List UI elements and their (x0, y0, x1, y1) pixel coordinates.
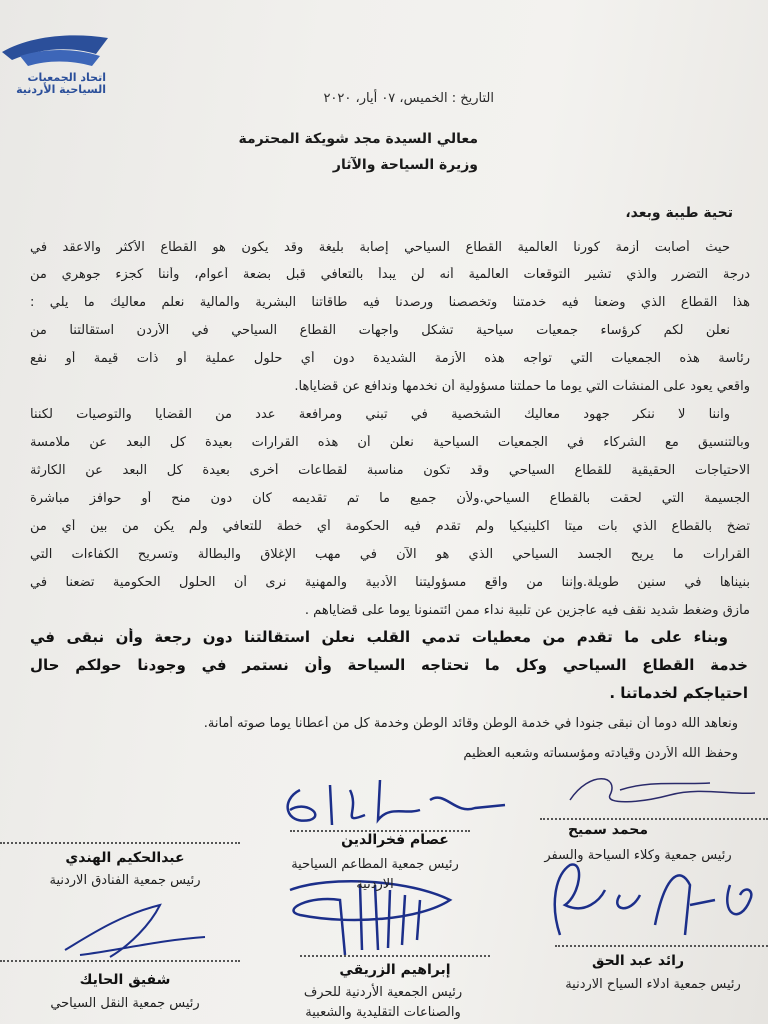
body-line: نعلن لكم كرؤساء جمعيات سياحية تشكل واجهات القطاع السياحي في الأردن استقالتنا من (30, 323, 730, 338)
body-line: حيث أصابت أزمة كورنا العالمية القطاع السياحي إصابة بليغة وقد يكون هو القطاع الأكثر والاعقد في (30, 240, 730, 255)
signature-line (0, 842, 240, 844)
body-line: وبالتنسيق مع الشركاء في الجمعيات السياحية نعلن أن هذه القرارات بعيدة كل البعد عن ملامسة (30, 435, 750, 450)
bold-line: خدمة القطاع السياحي وكل ما تحتاجه السياحة وأن نستمر في وجودنا حولكم حال (30, 656, 748, 674)
signature-raed (540, 855, 768, 945)
signatory-title: والصناعات التقليدية والشعبية (305, 1005, 461, 1020)
body-line: القرارات ما يريح الجسد السياحي الذي هو الآن في مهب الإغلاق والبطالة وتسريح الكفاءات التي (30, 547, 750, 562)
body-line: هذا القطاع الذي وضعنا فيه خدمتنا وتخصصنا ورصدنا فيه طاقاتنا البشرية والمالية نعلم معاليك ما يلي : (30, 295, 750, 310)
signatory-title: رئيس جمعية ادلاء السياح الاردنية (565, 977, 741, 992)
signature-line (540, 818, 768, 820)
signatory-title: رئيس جمعية النقل السياحي (50, 996, 200, 1011)
signature-line (300, 955, 490, 957)
recipient-title: وزيرة السياحة والآثار (332, 157, 478, 173)
body-line: واقعي يعود على المنشآت التي يوما ما حملتنا مسؤولية أن نخدمها وندافع عن قضاياها. (294, 379, 750, 394)
body-line: الجسيمة التي لحقت بالقطاع السياحي.ولأن جميع ما تم تقديمه كان دون منح أو حوافز مباشرة (30, 491, 750, 506)
greeting: تحية طيبة وبعد، (625, 205, 733, 221)
signatory-title: رئيس جمعية المطاعم السياحية (291, 857, 459, 872)
letter-date: التاريخ : الخميس، ٠٧ أيار، ٢٠٢٠ (323, 91, 494, 106)
signatory-name: شفيق الحايك (79, 972, 171, 988)
logo-text-line1: اتحاد الجمعيات (27, 71, 106, 84)
bold-line: وبناء على ما تقدم من معطيات تدمي القلب نعلن استقالتنا دون رجعة وأن نبقى في (30, 628, 728, 646)
logo-text-line2: السياحية الأردنية (16, 83, 106, 96)
bold-line: احتياجكم لخدماتنا . (609, 684, 748, 702)
signatory-name: محمد سميح (567, 822, 649, 838)
signature-line (555, 945, 768, 947)
signatory-name: عصام فخرالدين (341, 832, 449, 848)
signatory-title: رئيس جمعية الفنادق الاردنية (49, 873, 201, 888)
signatory-title: رئيس جمعية وكلاء السياحة والسفر (544, 848, 732, 863)
body-line: تضخ بالقطاع الذي بات ميتا اكلينيكيا ولم تقدم فيه الحكومة أي خطة للتعافي ولم يكن من بين أي من (30, 519, 750, 534)
recipient-name: معالي السيدة مجد شويكة المحترمة (238, 131, 478, 147)
signatory-name: إبراهيم الزريقي (339, 962, 451, 978)
signatory-name: عبدالحكيم الهندي (65, 850, 185, 866)
closing-blessing: وحفظ الله الأردن وقيادته ومؤسساته وشعبه العظيم (463, 746, 738, 761)
body-line: رئاسة هذه الجمعيات التي تواجه هذه الأزمة الشديدة دون أي حلول عملية أو ذات قيمة أو نفع (30, 351, 750, 366)
signature-line (0, 960, 240, 962)
closing-pledge: ونعاهد الله دوما أن نبقى جنودا في خدمة الوطن وقائد الوطن وخدمة كل من أعطانا يوما صوته أمانة. (203, 716, 738, 731)
signature-abdulhakim (60, 895, 210, 965)
signatory-name: رائد عبد الحق (591, 953, 685, 969)
body-line: بنيناها في سنين طويلة.وإننا من واقع مسؤوليتنا الأدبية والمهنية نرى أن الحلول الحكومية تضعنا في (30, 575, 750, 590)
signatory-title: الاردنية (356, 877, 394, 892)
body-line: الاحتياجات الحقيقية للقطاع السياحي وقد تكون مناسبة لقطاعات أخرى بعيدة كل البعد عن الكارثة (30, 463, 750, 478)
body-line: درجة التضرر والذي تشير التوقعات العالمية أنه لن يبدأ بالتعافي قبل بضعة أعوام، وأننا كجزء جوهري من (30, 267, 750, 282)
signature-mohammad (560, 765, 760, 815)
body-line: واننا لا ننكر جهود معاليك الشخصية في تبني ومرافعة عدد من القضايا والتوصيات لكننا (30, 407, 730, 422)
signatory-title: رئيس الجمعية الأردنية للحرف (303, 985, 463, 1000)
body-line: مأزق وضغط شديد نقف فيه عاجزين عن تلبية نداء ممن ائتمنونا يوما على قضاياهم . (304, 603, 750, 618)
